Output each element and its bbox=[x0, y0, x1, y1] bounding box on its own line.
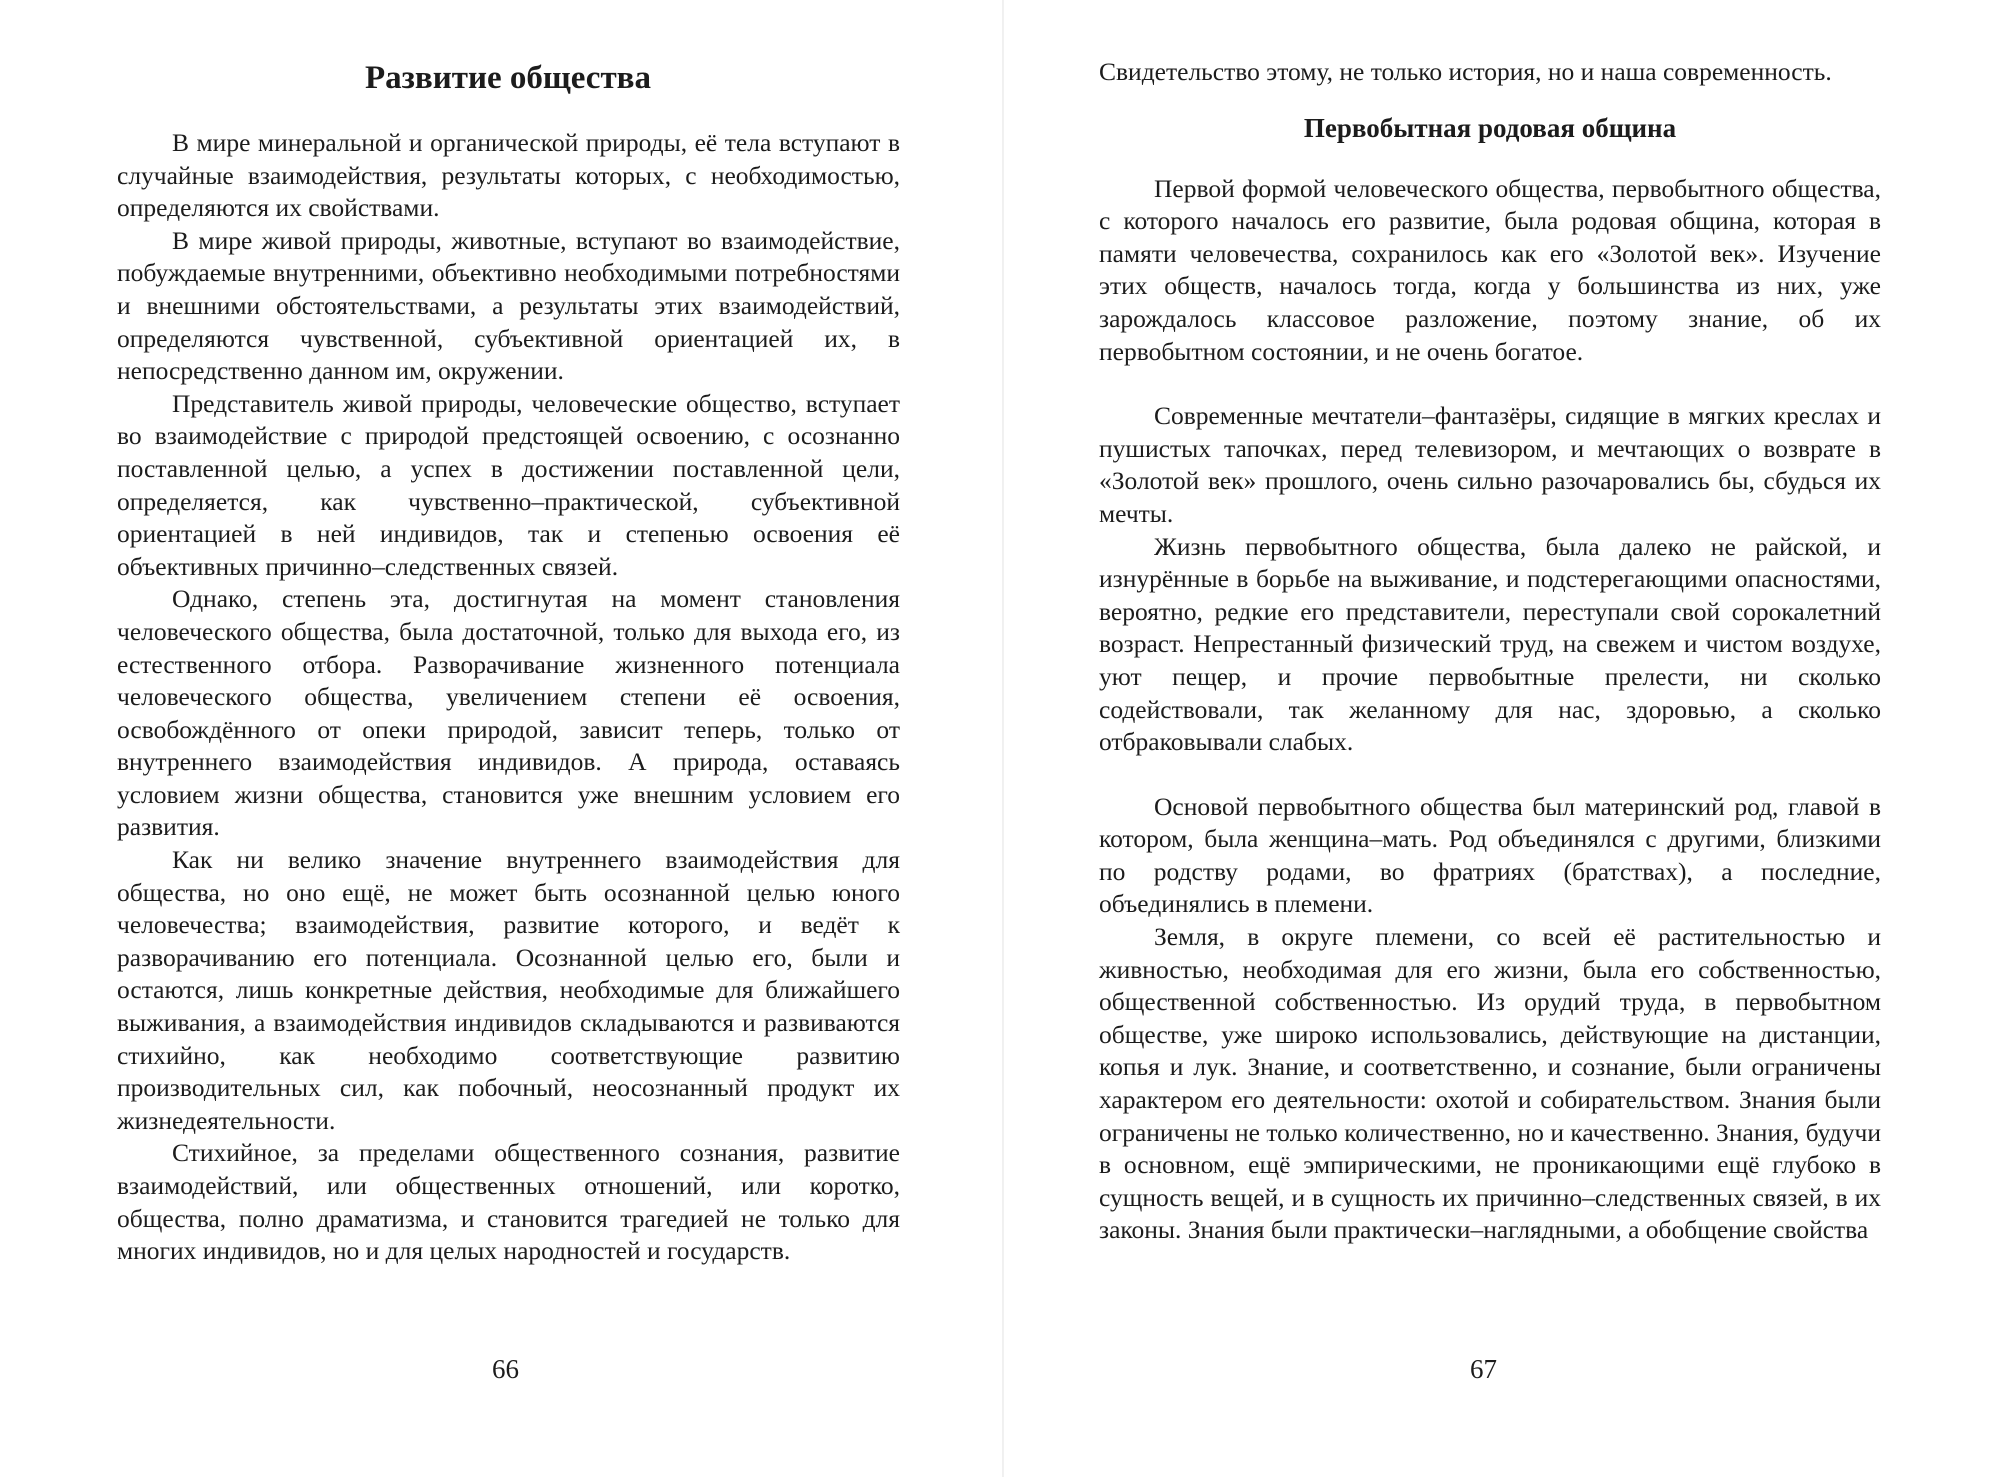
page-number: 66 bbox=[492, 1354, 519, 1384]
paragraph: Как ни велико значение внутреннего взаимодействия для общества, но оно ещё, не может быть осознанной целью юного человечества; взаимодействия, развитие которого, и ведёт к разворачиванию его потенциала. Осознанной целью его, были и остаются, лишь конкретные действия, необходимые для ближайшего выживания, а взаимодействия индивидов складываются и развиваются стихийно, как необходимо соответствующие развитию производительных сил, как побочный, неосознанный продукт их жизнедеятельности. bbox=[117, 845, 900, 1135]
paragraph: Представитель живой природы, человеческие общество, вступает во взаимодействие с природой предстоящей освоению, с осознанно поставленной целью, а успех в достижении поставленной цели, определяется, как чувственно–практической, субъективной ориентацией в ней индивидов, так и степенью освоения её объективных причинно–следственных связей. bbox=[117, 388, 900, 581]
chapter-title: Развитие общества bbox=[365, 60, 651, 96]
paragraph: В мире минеральной и органической природы, её тела вступают в случайные взаимодействия, результаты которых, с необходимостью, определяются их свойствами. bbox=[117, 128, 900, 223]
continued-paragraph: Свидетельство этому, не только история, но и наша современность. bbox=[1099, 57, 1832, 86]
paragraph: Жизнь первобытного общества, была далеко не райской, и изнурённые в борьбе на выживание, и подстерегающими опасностями, вероятно, редкие его представители, переступали свой сорокалетний возраст. Непрестанный физический труд, на свежем и чистом воздухе, уют пещер, и прочие первобытные прелести, ни сколько содействовали, так желанному для нас, здоровью, а сколько отбраковывали слабых. bbox=[1099, 531, 1881, 757]
right-page-body bbox=[1099, 56, 1881, 1247]
paragraph: Однако, степень эта, достигнутая на момент становления человеческого общества, была достаточной, только для выхода его, из естественного отбора. Разворачивание жизненного потенциала человеческого общества, увеличением степени её освоения, освобождённого от опеки природой, зависит теперь, только от внутреннего взаимодействия индивидов. А природа, оставаясь условием жизни общества, становится уже внешним условием его развития. bbox=[117, 584, 900, 842]
page-number: 67 bbox=[1470, 1354, 1497, 1384]
paragraph: Основой первобытного общества был материнский род, главой в котором, была женщина–мать. Род объединялся с другими, близкими по родству родами, во фратриях (братствах), а последние, объединялись в племени. bbox=[1099, 791, 1881, 919]
paragraph: Земля, в округе племени, со всей её растительностью и живностью, необходимая для его жизни, была его собственностью, общественной собственностью. Из орудий труда, в первобытном обществе, уже широко использовались, действующие на дистанции, копья и лук. Знание, и соответственно, и сознание, были ограничены характером его деятельности: охотой и собирательством. Знания были ограничены не только количественно, но и качественно. Знания, будучи в основном, ещё эмпирическими, не проникающими ещё глубоко в сущность вещей, и в сущность их причинно–следственных связей, в их законы. Знания были практически–наглядными, а обобщение свойства bbox=[1099, 922, 1881, 1245]
paragraph: Современные мечтатели–фантазёры, сидящие в мягких креслах и пушистых тапочках, перед телевизором, и мечтающих о возврате в «Золотой век» прошлого, очень сильно разочаровались бы, сбудься их мечты. bbox=[1099, 401, 1881, 528]
left-page-body bbox=[117, 127, 900, 1268]
paragraph: В мире живой природы, животные, вступают во взаимодействие, побуждаемые внутренними, объективно необходимыми потребностями и внешними обстоятельствами, а результаты этих взаимодействий, определяются чувственной, субъективной ориентацией их, в непосредственно данном им, окружении. bbox=[117, 225, 900, 386]
paragraph: Стихийное, за пределами общественного сознания, развитие взаимодействий, или общественных отношений, или коротко, общества, полно драматизма, и становится трагедией не только для многих индивидов, но и для целых народностей и государств. bbox=[117, 1138, 900, 1266]
section-title: Первобытная родовая община bbox=[1303, 112, 1677, 143]
paragraph: Первой формой человеческого общества, первобытного общества, с которого началось его развитие, была родовая община, которая в памяти человечества, сохранилось как его «Золотой век». Изучение этих обществ, началось тогда, когда у большинства из них, уже зарождалось классовое разложение, поэтому знание, об их первобытном состоянии, и не очень богатое. bbox=[1099, 173, 1881, 366]
right-page bbox=[1004, 0, 2000, 1477]
